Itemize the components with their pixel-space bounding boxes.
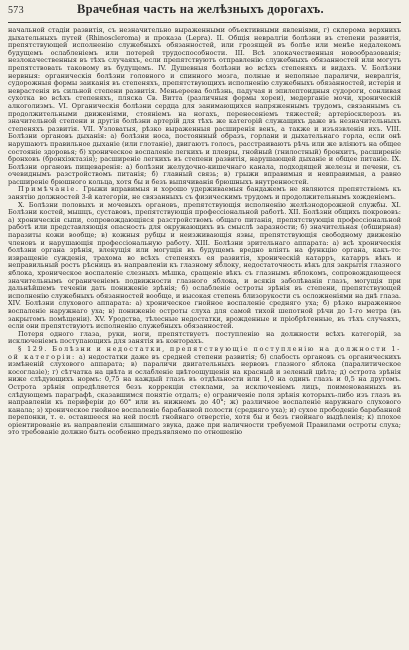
body-text xyxy=(8,27,401,437)
paragraph-note xyxy=(8,186,401,201)
paragraph-section-129 xyxy=(8,346,401,437)
paragraph-disease-list: начальной стадіи развитія, съ незначительно выраженными объективными явленіями, г) склерома верхнихъ дыхательныхъ путей (Rhinoscleroma) и проказа (Lepra). II. Общія невралгіи болѣзни въ степени развитія, препятствующей исполненію служебныхъ обязанностей, или грозящей въ болѣе или менѣе недалекомъ будущемъ ослабленіемъ или потерей трудоспособности. III. Всѣ злокачественныя новообразованія; незлокачественныя въ тѣхъ случаяхъ, если препятствуютъ отправленію служебныхъ обязанностей или могутъ препятствовать таковому въ будущемъ. IV. Душевныя болѣзни во всѣхъ степеняхъ и видахъ. V. Болѣзни нервныя: органическія болѣзни головного и спинного мозга, полные и неполные параличи, невралгія, судорожныя формы заиканія въ степеняхъ, препятствующихъ исполненію служебныхъ обязанностей, истерія и неврастенія въ сильной степени развитія. Меньереева болѣзнь, падучая и эпилептоидныя судороги, сонливая сухотка во всѣхъ степеняхъ, пляска Св. Витта (различныя формы хореи), медерганіе мочи, хроническій алкоголизмъ. VI. Органическія болѣзни сердца для занимающихся напряженнымъ трудомъ, связаннымъ съ продолжительными движеніями, стояніемъ на ногахъ, перенесеніемъ тяжестей; артеріосклерозъ въ значительной степени и другія болѣзни артерій для тѣхъ же категорій служащихъ даже въ незначительныхъ степеняхъ развитія. VII. Узловатыя, рѣзко выраженныя расширенія венъ, а также и изъязвленія ихъ. VIII. Болѣзни органовъ дыханія: а) болѣзни носа, постоянный образъ, горлани и дыхательнаго горла, если онѣ нарушаютъ правильное дыханіе (или глотаніе), двигаютъ голосъ, расстраиваютъ рѣчь или же вліяютъ на общее состояніе здоровья; б) хроническое воспаленіе легкихъ и плевры, гнойный (гнилостный) бронхитъ, расширеніе бронховъ (бронхіэктазія); расширеніе легкихъ въ степени развитія, нарушающей дыханіе и общее питаніе. IX. Болѣзни органовъ пищеваренія: а) болѣзни желудочно-кишечнаго канала, подходящей железы и печени, съ очевиднымъ разстройствомъ питанія; б) главный связь; в) грыжи вправимыя и невправимыя, а равно расширеніе брюшного кольца, хотя бы и безъ выпячиванія брюшныхъ внутренностей. xyxy=(8,26,401,186)
paragraph-diseases-continued: X. Болѣзни половыхъ и мочевыхъ органовъ, препятствующія исполненію желѣзнодорожной службы. XI. Болѣзни костей, мышцъ, суставовъ, препятствующія профессіональной работѣ. XII. Болѣзни общихъ покрововъ: а) хроническія сыпи, сопровождающіяся разстройствомъ общаго питанія, препятствующія профессіональной работѣ или представляющія опасность для окружающихъ въ смыслѣ заразности; б) значительная (обширная) паразиты кожи вообще; в) кожныя рубцы и неизживающія язвы, препятствующія свободному движенію членовъ и нарушающія профессіональную работу. XIII. Болѣзни зрительнаго аппарата: а) всѣ хроническія болѣзни органа зрѣнія, влекущія или могущія въ будущемъ вредно вліять на функцію органа, какъ-то: извращеніе сужденія, трахома во всѣхъ степеняхъ ея развитія, хроническій катарръ, катарръ вѣкъ и неправильный ростъ рѣсницъ въ направленіи къ глазному яблоку, недостаточность вѣкъ для закрытія глазного яблока, хроническое воспаленіе слезныхъ мѣшка, сращеніе вѣкъ съ глазнымъ яблокомъ, сопровождающееся значительнымъ ограниченіемъ подвижности глазного яблока, и всякія заболѣванія глазъ, могущія при дальнѣйшемъ теченіи дать пониженіе зрѣнія; б) ослабленіе остроты зрѣнія въ степени, препятствующей исполненію служебныхъ обязанностей вообще, и высокая степень близорукости съ осложненіями на днѣ глаза. XIV. Болѣзни слухового аппарата: а) хроническое гнойное воспаленіе средняго уха; б) рѣзко выраженное воспаленіе наружнаго уха; в) пониженіе остроты слуха для самой тихой шепотной рѣчи до 1-го метра (въ закрытомъ помѣщеніи). XV. Уродства, тѣлесные недостатки, врожденные и пріобрѣтенные, въ тѣхъ случаяхъ, если они препятствуютъ исполненію служебныхъ обязанностей. xyxy=(8,200,401,331)
running-header xyxy=(8,2,401,23)
note-lead: Примѣчаніе. xyxy=(18,185,80,194)
paragraph-loss-of-limb: Потеря одного глаза, руки, ноги, препятствуетъ поступленію на должности всѣхъ категорій, за исключеніемъ поступающихъ для занятія въ конторахъ. xyxy=(8,329,401,346)
section-129-lead: § 129. Болѣзни и недостатки, препятствующіе поступленію на должности 1-ой категоріи: xyxy=(8,344,401,361)
running-title: Врачебная часть на желѣзныхъ дорогахъ. xyxy=(76,2,324,16)
page-number: 573 xyxy=(8,5,24,16)
note-text: Грыжи вправимыя и хорошо удерживаемыя бандажемъ не являются препятствіемъ къ занятію должностей 3-й категоріи, не связанныхъ съ физическимъ трудомъ и продолжительнымъ хожденіемъ. xyxy=(8,185,401,202)
section-129-text: а) недостатки даже въ средней степени развитія; б) слабость органовъ съ органическихъ измѣненій слухового аппарата; в) параличи двигательныхъ нервовъ глазного яблока (паралитическое косоглазіе); г) сѣтчатка на цвѣта и ослабленіе цвѣтоощущенія на красный и зеленый цвѣта; д) острота зрѣнія ниже слѣдующихъ нормъ: 0,75 на каждый глазъ въ отдѣльности или 1,0 на одинъ глазъ и 0,5 на другомъ. Острота зрѣнія опредѣляется безъ коррекціи стеклами, за исключеніемъ лицъ, поименованныхъ въ слѣдующемъ параграфѣ, сказавшимся понятіе отдалъ; е) ограниченіе поля зрѣнія которыхъ-либо изъ глазъ въ направленіи къ периферіи до 60° или въ нижнемъ до 40°; ж) различное воспаленіе наружнаго слухового канала; з) хроническое гнойное воспаленіе барабанной полости (средняго уха); и) сухое прободеніе барабанной перепонки, т. е. оставшееся на ней послѣ гнойнаго отверстіе, хотя бы и безъ гнойнаго выдѣленія; к) плохое оріентированіе въ направленіи слышимаго звука, даже при наличности требуемой Правилами остроты слуха; это требованіе должно быть особенно предъявляемо по отношенію xyxy=(8,352,402,437)
